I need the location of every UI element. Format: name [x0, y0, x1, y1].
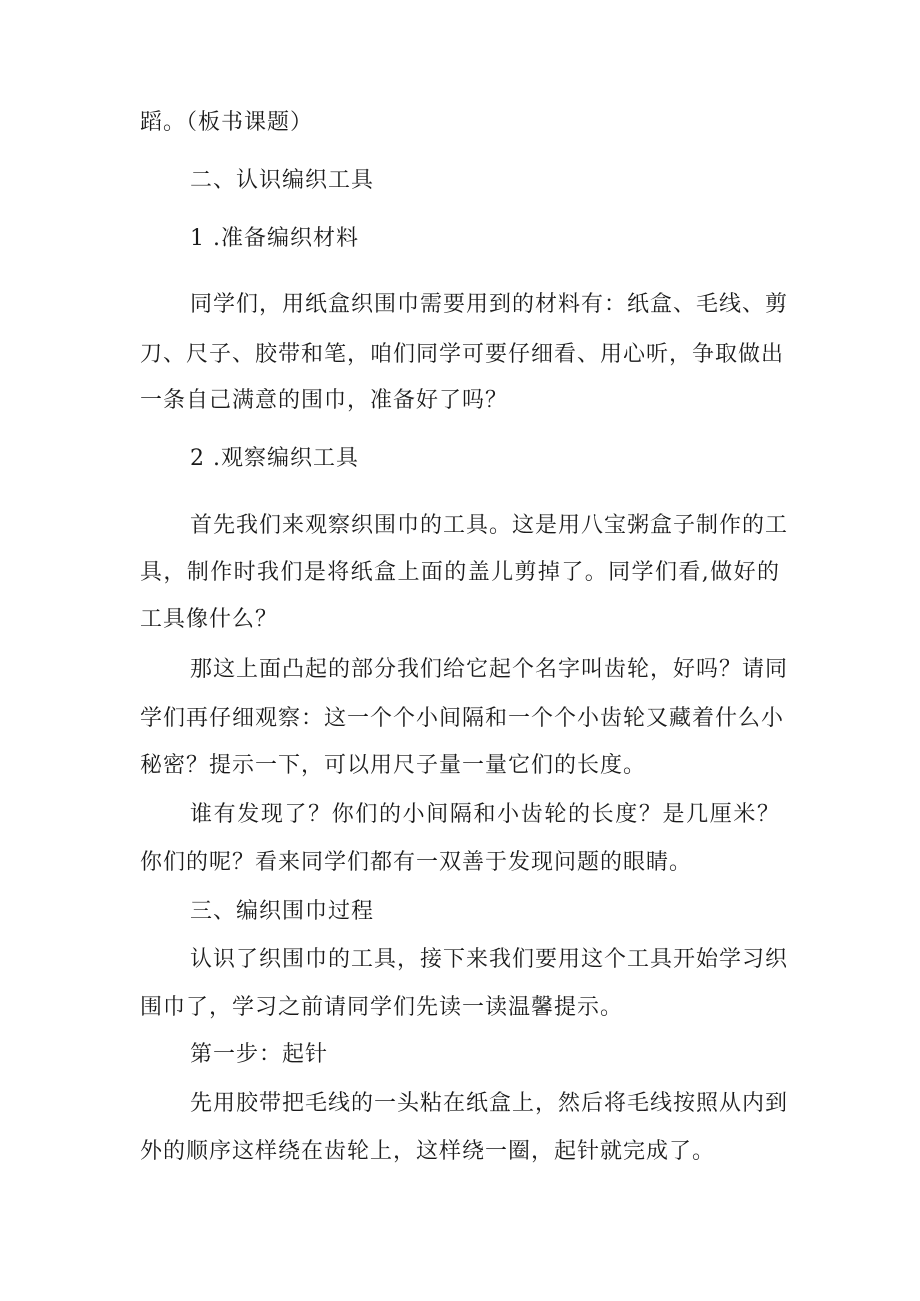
paragraph-line: 同学们，用纸盒织围巾需要用到的材料有：纸盒、毛线、剪: [190, 292, 789, 317]
paragraph-line: 学们再仔细观察：这一个个小间隔和一个个小齿轮又藏着什么小: [140, 706, 785, 731]
section-heading: 三、编织围巾过程: [190, 899, 375, 924]
paragraph-line: 认识了织围巾的工具，接下来我们要用这个工具开始学习织: [190, 947, 789, 972]
paragraph-line: 具，制作时我们是将纸盒上面的盖儿剪掉了。同学们看,做好的: [140, 560, 780, 585]
paragraph-line: 那这上面凸起的部分我们给它起个名字叫齿轮，好吗？请同: [190, 657, 789, 682]
subsection-heading: 2 .观察编织工具: [190, 446, 359, 471]
paragraph-line: 围巾了，学习之前请同学们先读一读温馨提示。: [140, 995, 624, 1020]
paragraph-line: 外的顺序这样绕在齿轮上，这样绕一圈，起针就完成了。: [140, 1139, 716, 1164]
subsection-heading: 1 .准备编织材料: [190, 226, 359, 251]
section-heading: 二、认识编织工具: [190, 168, 375, 193]
paragraph-line: 刀、尺子、胶带和笔，咱们同学可要仔细看、用心听，争取做出: [140, 342, 785, 367]
paragraph-line: 秘密？提示一下，可以用尺子量一量它们的长度。: [140, 753, 647, 778]
paragraph-line: 谁有发现了？你们的小间隔和小齿轮的长度？是几厘米？: [190, 802, 780, 827]
paragraph-line: 工具像什么？: [140, 607, 279, 632]
paragraph-line: 首先我们来观察织围巾的工具。这是用八宝粥盒子制作的工: [190, 513, 789, 538]
paragraph-line: 一条自己满意的围巾，准备好了吗？: [140, 388, 509, 413]
paragraph-line: 蹈。（板书课题）: [140, 110, 314, 135]
step-heading: 第一步：起针: [190, 1042, 329, 1067]
paragraph-line: 你们的呢？看来同学们都有一双善于发现问题的眼睛。: [140, 850, 693, 875]
paragraph-line: 先用胶带把毛线的一头粘在纸盒上，然后将毛线按照从内到: [190, 1091, 789, 1116]
